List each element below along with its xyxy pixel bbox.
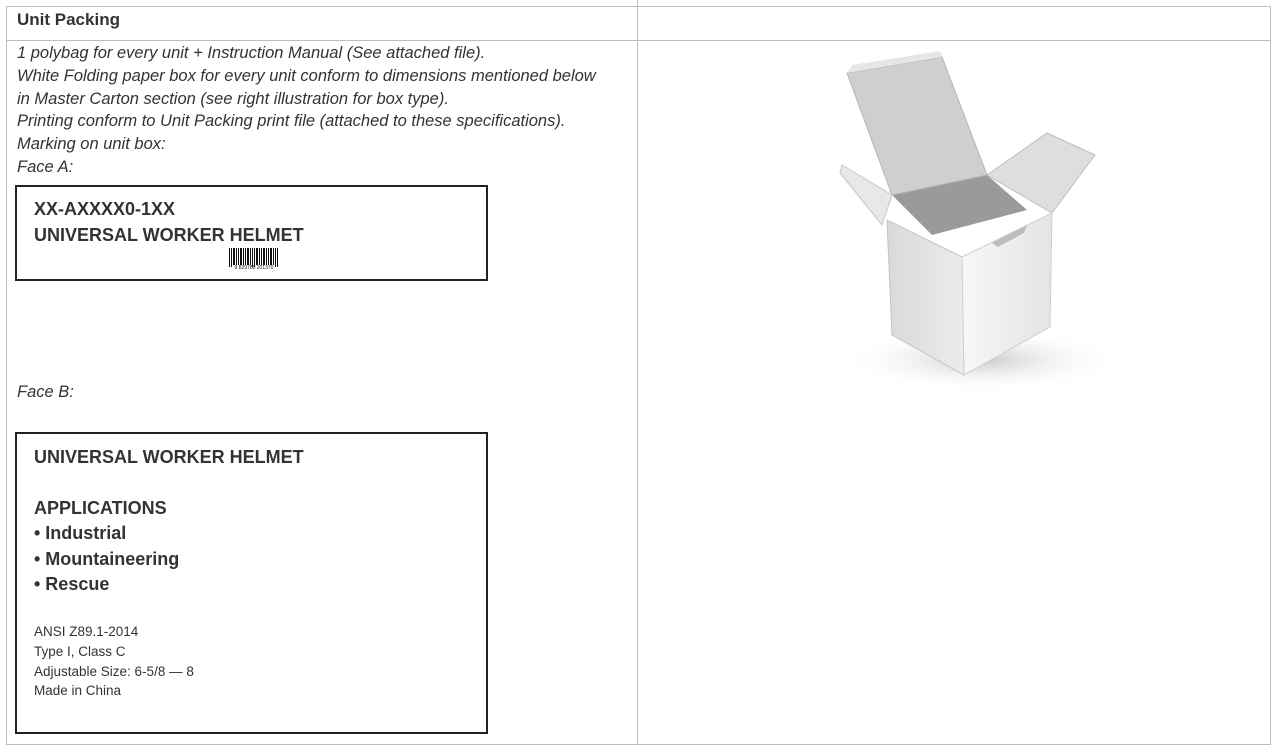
spec-line: ANSI Z89.1-2014 — [34, 624, 139, 639]
face-b-label: Face B: — [17, 383, 74, 401]
product-name: UNIVERSAL WORKER HELMET — [34, 447, 304, 467]
description-line: White Folding paper box for every unit conform to dimensions mentioned below — [17, 66, 596, 85]
header-row-divider — [6, 40, 1271, 41]
application-item: • Industrial — [34, 523, 127, 543]
application-item: • Mountaineering — [34, 549, 180, 569]
face-a-label-box — [15, 185, 488, 281]
face-b-label-box — [15, 432, 488, 734]
spec-line: Type I, Class C — [34, 644, 126, 659]
section-title: Unit Packing — [17, 10, 120, 29]
table-right-border — [1270, 6, 1271, 744]
description-line: Marking on unit box: — [17, 135, 166, 154]
spec-line: Adjustable Size: 6-5/8 — 8 — [34, 664, 194, 679]
description-line: in Master Carton section (see right illustration for box type). — [17, 89, 449, 108]
white-folding-box-illustration — [812, 45, 1120, 395]
table-top-border — [6, 6, 1271, 7]
description-line: 1 polybag for every unit + Instruction Manual (See attached file). — [17, 44, 486, 62]
description-line: Printing conform to Unit Packing print file (attached to these specifications). — [17, 112, 566, 131]
product-code: XX-AXXXX0-1XX — [34, 199, 176, 219]
table-left-border — [6, 6, 7, 744]
barcode-icon — [228, 248, 280, 272]
face-a-label: Face A: — [17, 157, 74, 176]
applications-heading: APPLICATIONS — [34, 498, 167, 518]
spec-line: Made in China — [34, 683, 122, 698]
column-divider — [637, 0, 638, 745]
barcode-number: 9 829780 201370 — [234, 265, 274, 271]
packing-description — [17, 42, 629, 179]
application-item: • Rescue — [34, 574, 110, 594]
product-name: UNIVERSAL WORKER HELMET — [34, 225, 304, 245]
table-bottom-border — [6, 744, 1271, 745]
